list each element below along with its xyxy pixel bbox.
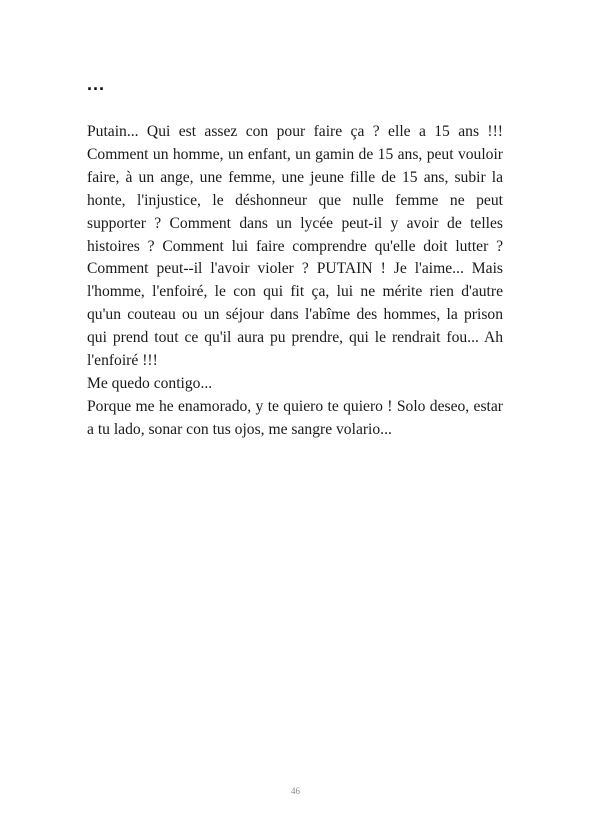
- section-heading: ...: [87, 74, 106, 94]
- paragraph-1: Putain... Qui est assez con pour faire ça ? elle a 15 ans !!! Comment un homme, un enfant, un gamin de 15 ans, peut vouloir faire, à un ange, une femme, une jeune fille de 15 ans, subir la honte, l'injustice, le déshonneur que nulle femme ne peut supporter ? Comment dans un lycée peut-il y avoir de telles histoires ? Comment lui faire comprendre qu'elle doit lutter ? Comment peut--il l'avoir violer ? PUTAIN ! Je l'aime... Mais l'homme, l'enfoiré, le con qui fit ça, lui ne mérite rien d'autre qu'un couteau ou un séjour dans l'abîme des hommes, la prison qui prend tout ce qu'il aura pu prendre, qui le rendrait fou... Ah l'enfoiré !!!: [87, 123, 503, 370]
- body-text: [87, 121, 503, 442]
- page-number: 46: [291, 786, 300, 796]
- paragraph-3: Porque me he enamorado, y te quiero te quiero ! Solo deseo, estar a tu lado, sonar con tus ojos, me sangre volario...: [87, 397, 503, 438]
- paragraph-2: Me quedo contigo...: [87, 374, 213, 392]
